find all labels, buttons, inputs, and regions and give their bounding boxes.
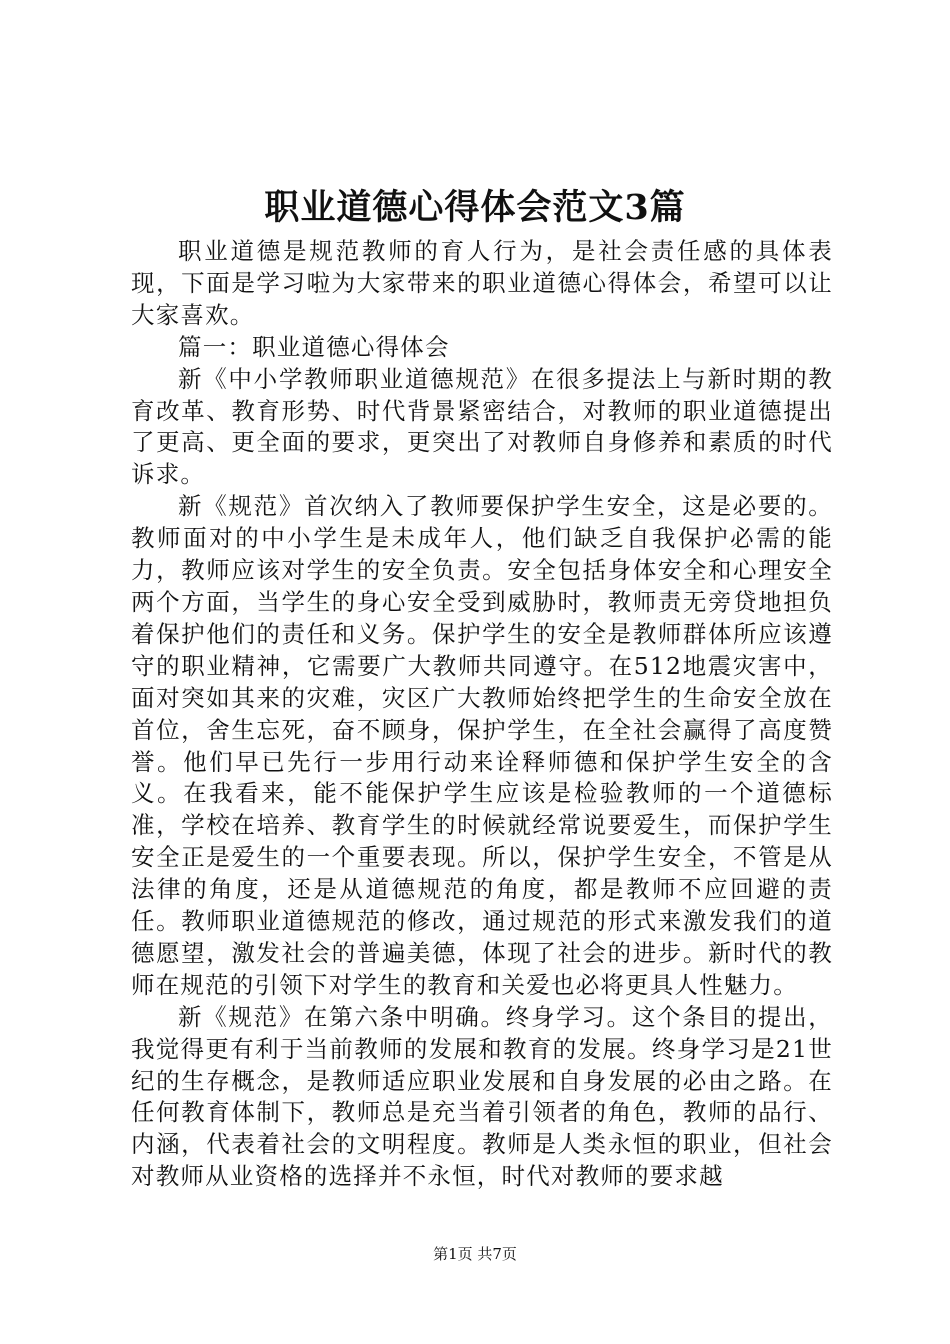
section-heading: 篇一：职业道德心得体会 <box>178 332 450 361</box>
body-paragraph: 新《规范》在第六条中明确。终身学习。这个条目的提出，我觉得更有利于当前教师的发展和教育的发展。终身学习是21世纪的生存概念，是教师适应职业发展和自身发展的必由之路。在任何教育体制下，教师总是充当着引领者的角色，教师的品行、内涵，代表着社会的文明程度。教师是人类永恒的职业，但社会对教师从业资格的选择并不永恒，时代对教师的要求越 <box>131 1002 833 1191</box>
body-paragraph: 新《规范》首次纳入了教师要保护学生安全，这是必要的。教师面对的中小学生是未成年人，他们缺乏自我保护必需的能力，教师应该对学生的安全负责。安全包括身体安全和心理安全两个方面，当学生的身心安全受到威胁时，教师责无旁贷地担负着保护他们的责任和义务。保护学生的安全是教师群体所应该遵守的职业精神，它需要广大教师共同遵守。在512地震灾害中，面对突如其来的灾难，灾区广大教师始终把学生的生命安全放在首位，舍生忘死，奋不顾身，保护学生，在全社会赢得了高度赞誉。他们早已先行一步用行动来诠释师德和保护学生安全的含义。在我看来，能不能保护学生应该是检验教师的一个道德标准，学校在培养、教育学生的时候就经常说要爱生，而保护学生安全正是爱生的一个重要表现。所以，保护学生安全，不管是从法律的角度，还是从道德规范的角度，都是教师不应回避的责任。教师职业道德规范的修改，通过规范的形式来激发我们的道德愿望，激发社会的普遍美德，体现了社会的进步。新时代的教师在规范的引领下对学生的教育和关爱也必将更具人性魅力。 <box>131 492 833 999</box>
intro-paragraph: 职业道德是规范教师的育人行为，是社会责任感的具体表现，下面是学习啦为大家带来的职业道德心得体会，希望可以让大家喜欢。 <box>131 237 833 329</box>
document-body <box>131 236 833 1193</box>
body-paragraph: 新《中小学教师职业道德规范》在很多提法上与新时期的教育改革、教育形势、时代背景紧密结合，对教师的职业道德提出了更高、更全面的要求，更突出了对教师自身修养和素质的时代诉求。 <box>131 364 833 489</box>
page-footer: 第1页 共7页 <box>433 1245 517 1263</box>
document-title: 职业道德心得体会范文3篇 <box>264 187 686 228</box>
